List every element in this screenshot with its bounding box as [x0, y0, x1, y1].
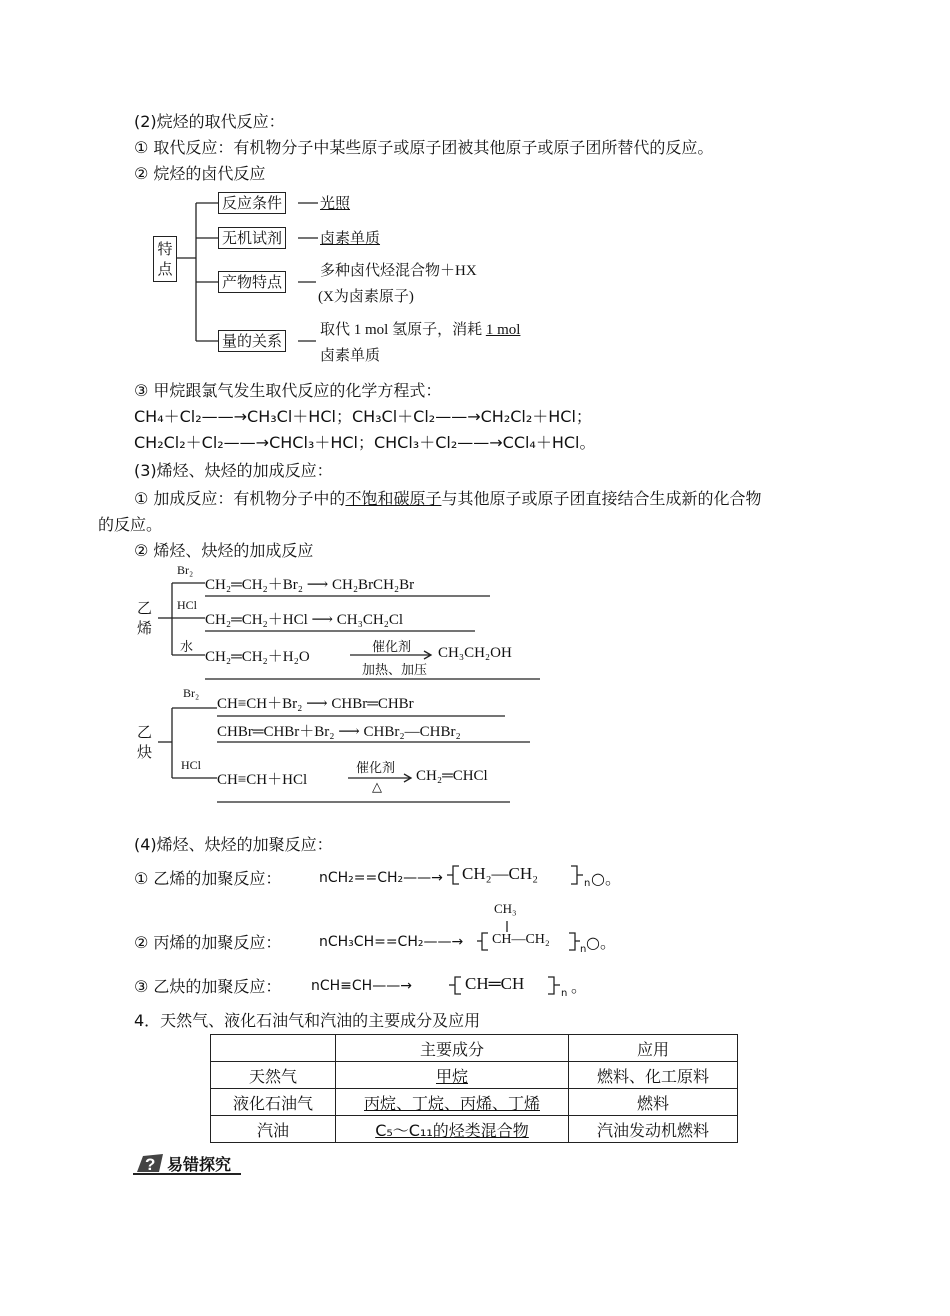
acetylene-heat-label: △	[372, 780, 382, 795]
feature-value-product-1: 多种卤代烃混合物＋HX	[320, 263, 477, 279]
section-5-title: 4．天然气、液化石油气和汽油的主要成分及应用	[134, 1011, 481, 1030]
table-cell: C₅～C₁₁的烃类混合物	[336, 1116, 569, 1143]
ethylene-reaction-hcl: CH₂═CH₂＋HCl ⟶ CH₃CH₂Cl	[205, 612, 404, 628]
ethylene-reagent-hcl: HCl	[177, 598, 198, 612]
polymer-3-end: 。	[571, 977, 588, 996]
feature-label-product: 产物特点	[218, 271, 286, 293]
addition-def-post: 与其他原子或原子团直接结合生成新的化合物	[441, 489, 762, 508]
table-row	[211, 1116, 738, 1143]
section-3-title: (3)烯烃、炔烃的加成反应：	[134, 461, 333, 480]
acetylene-reaction-hcl-left: CH≡CH＋HCl	[217, 772, 308, 788]
feature-value-quantity-1	[320, 318, 520, 339]
table-row	[211, 1062, 738, 1089]
equation-line-2: CH₂Cl₂＋Cl₂——→CHCl₃＋HCl；CHCl₃＋Cl₂——→CCl₄＋HCl。	[134, 433, 596, 452]
polymer-1-product: CH₂—CH₂	[462, 864, 539, 883]
feature-value-product-2: (X为卤素原子)	[318, 289, 414, 305]
section-2-title: (2)烷烃的取代反应：	[134, 112, 285, 131]
table-header-row	[211, 1035, 738, 1062]
ethylene-condition-label: 加热、加压	[362, 663, 428, 678]
svg-text:?: ?	[145, 1155, 156, 1174]
polymer-2-n: n	[580, 944, 587, 955]
table-cell: 丙烷、丁烷、丙烯、丁烯	[336, 1089, 569, 1116]
polymer-3-equation: nCH≡CH——→	[311, 978, 412, 994]
equation-line-1: CH₄＋Cl₂——→CH₃Cl＋HCl；CH₃Cl＋Cl₂——→CH₂Cl₂＋HCl；	[134, 407, 592, 426]
acetylene-reaction-hcl-right: CH₂═CHCl	[416, 768, 488, 784]
ethylene-root: 乙烯	[137, 599, 153, 637]
acetylene-catalyst-label: 催化剂	[356, 761, 396, 776]
feature-value-condition: 光照	[320, 196, 351, 212]
ethylene-reaction-water-right: CH₃CH₂OH	[438, 645, 512, 661]
polymer-1-end: ○。	[591, 869, 621, 888]
table-cell: 汽油发动机燃料	[569, 1116, 738, 1143]
acetylene-reaction-br2-b: CHBr═CHBr＋Br₂ ⟶ CHBr₂—CHBr₂	[217, 724, 461, 740]
polymer-1-n: n	[584, 878, 591, 889]
acetylene-reagent-hcl: HCl	[181, 758, 202, 772]
addition-def-blank: 不饱和碳原子	[345, 489, 442, 508]
methane-chlorination-heading: ③ 甲烷跟氯气发生取代反应的化学方程式：	[134, 381, 442, 400]
feature-label-quantity: 量的关系	[218, 330, 286, 352]
polymer-3-product: CH═CH	[465, 974, 525, 993]
table-cell: 甲烷	[336, 1062, 569, 1089]
ethylene-reaction-br2: CH₂═CH₂＋Br₂ ⟶ CH₂BrCH₂Br	[205, 577, 415, 593]
polymer-2-product: CH—CH₂	[492, 932, 550, 947]
table-header-cell: 应用	[569, 1035, 738, 1062]
composition-table	[210, 1034, 738, 1143]
substitution-definition: ① 取代反应：有机物分子中某些原子或原子团被其他原子或原子团所替代的反应。	[134, 138, 714, 157]
table-cell: 汽油	[211, 1116, 336, 1143]
addition-heading: ② 烯烃、炔烃的加成反应	[134, 541, 314, 560]
addition-definition	[134, 488, 761, 510]
acetylene-root: 乙炔	[137, 723, 153, 761]
polymer-2-equation: nCH₃CH==CH₂——→	[319, 934, 464, 950]
table-cell: 液化石油气	[211, 1089, 336, 1116]
polymer-1-equation: nCH₂==CH₂——→	[319, 870, 443, 886]
error-prone-logo	[133, 1150, 241, 1176]
ethylene-reaction-water-left: CH₂═CH₂＋H₂O	[205, 649, 310, 665]
table-cell: 燃料	[569, 1089, 738, 1116]
feature-value-reagent: 卤素单质	[320, 231, 381, 247]
table-header-cell	[211, 1035, 336, 1062]
table-header-cell: 主要成分	[336, 1035, 569, 1062]
polymer-2-branch: CH₃	[494, 901, 517, 916]
table-row	[211, 1089, 738, 1116]
addition-def-pre: ① 加成反应：有机物分子中的	[134, 489, 346, 508]
quantity-pre: 取代 1 mol 氢原子，消耗	[320, 322, 483, 338]
polymer-2-end: ○。	[586, 933, 616, 952]
table-cell: 天然气	[211, 1062, 336, 1089]
polymer-1-label: ① 乙烯的加聚反应：	[134, 869, 282, 888]
feature-label-condition: 反应条件	[218, 192, 286, 214]
ethylene-reagent-water: 水	[180, 640, 194, 655]
feature-value-quantity-2: 卤素单质	[320, 348, 381, 364]
table-cell: 燃料、化工原料	[569, 1062, 738, 1089]
feature-label-reagent: 无机试剂	[218, 227, 286, 249]
halogenation-heading: ② 烷烃的卤代反应	[134, 164, 266, 183]
quantity-blank: 1 mol	[485, 322, 521, 338]
polymer-3-n: n	[561, 988, 568, 999]
acetylene-reagent-br2: Br₂	[183, 686, 200, 700]
ethylene-reagent-br2: Br₂	[177, 563, 194, 577]
acetylene-reaction-br2-a: CH≡CH＋Br₂ ⟶ CHBr═CHBr	[217, 696, 414, 712]
polymer-2-label: ② 丙烯的加聚反应：	[134, 933, 282, 952]
section-4-title: (4)烯烃、炔烃的加聚反应：	[134, 835, 333, 854]
features-root-box: 特点	[153, 236, 177, 282]
ethylene-catalyst-label: 催化剂	[372, 640, 412, 655]
addition-definition-cont: 的反应。	[98, 515, 163, 534]
logo-text: 易错探究	[167, 1155, 232, 1174]
polymer-3-label: ③ 乙炔的加聚反应：	[134, 977, 282, 996]
